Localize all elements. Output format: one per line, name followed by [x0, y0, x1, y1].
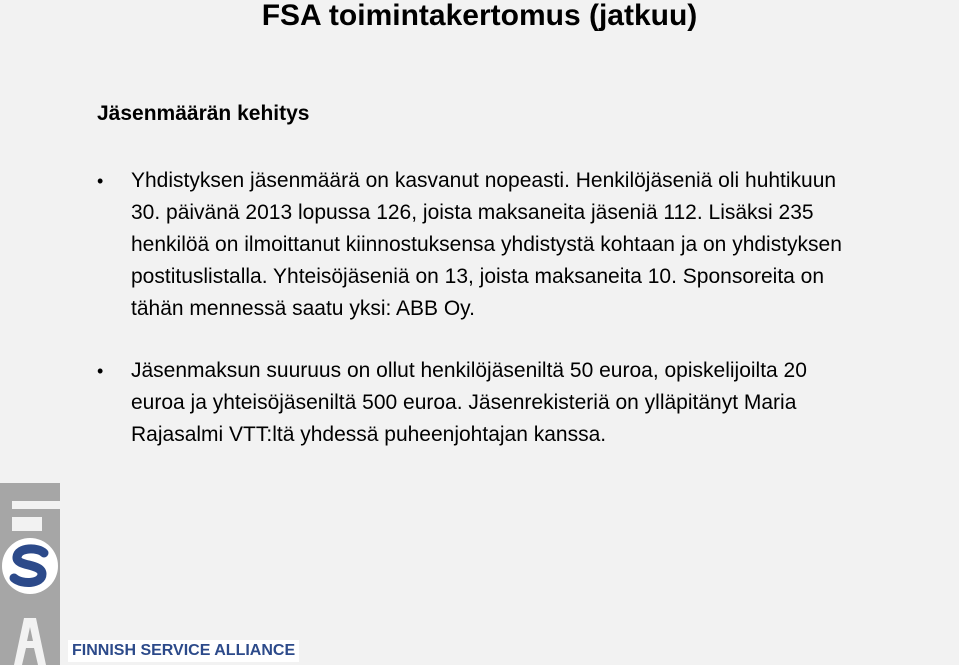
bullet-dot-icon: •	[97, 171, 104, 191]
logo-letter-a-icon	[0, 606, 60, 665]
bullet-item-membership-growth	[97, 165, 957, 325]
bullet-line: Yhdistyksen jäsenmäärä on kasvanut nopeasti. Henkilöjäseniä oli huhtikuun	[131, 169, 837, 192]
bullet-line: henkilöä on ilmoittanut kiinnostuksensa yhdistystä kohtaan ja on yhdistyksen	[131, 233, 842, 256]
logo-wordmark: FINNISH SERVICE ALLIANCE	[68, 640, 299, 662]
bullet-list	[97, 165, 957, 481]
bullet-dot-icon: •	[97, 361, 104, 381]
bullet-line: 30. päivänä 2013 lopussa 126, joista maksaneita jäseniä 112. Lisäksi 235	[131, 201, 814, 224]
fsa-logo	[0, 483, 300, 665]
bullet-line: tähän mennessä saatu yksi: ABB Oy.	[131, 297, 475, 320]
bullet-line: euroa ja yhteisöjäseniltä 500 euroa. Jäsenrekisteriä on ylläpitänyt Maria	[131, 391, 797, 414]
bullet-line: Rajasalmi VTT:ltä yhdessä puheenjohtajan kanssa.	[131, 423, 607, 446]
bullet-line: postituslistalla. Yhteisöjäseniä on 13, joista maksaneita 10. Sponsoreita on	[131, 265, 825, 288]
slide-title: FSA toimintakertomus (jatkuu)	[261, 0, 698, 32]
logo-letter-f-icon	[0, 483, 60, 531]
bullet-line: Jäsenmaksun suuruus on ollut henkilöjäseniltä 50 euroa, opiskelijoilta 20	[131, 359, 807, 382]
section-heading: Jäsenmäärän kehitys	[97, 102, 310, 125]
logo-letter-s-icon	[0, 531, 60, 606]
bullet-item-membership-fees	[97, 355, 957, 451]
